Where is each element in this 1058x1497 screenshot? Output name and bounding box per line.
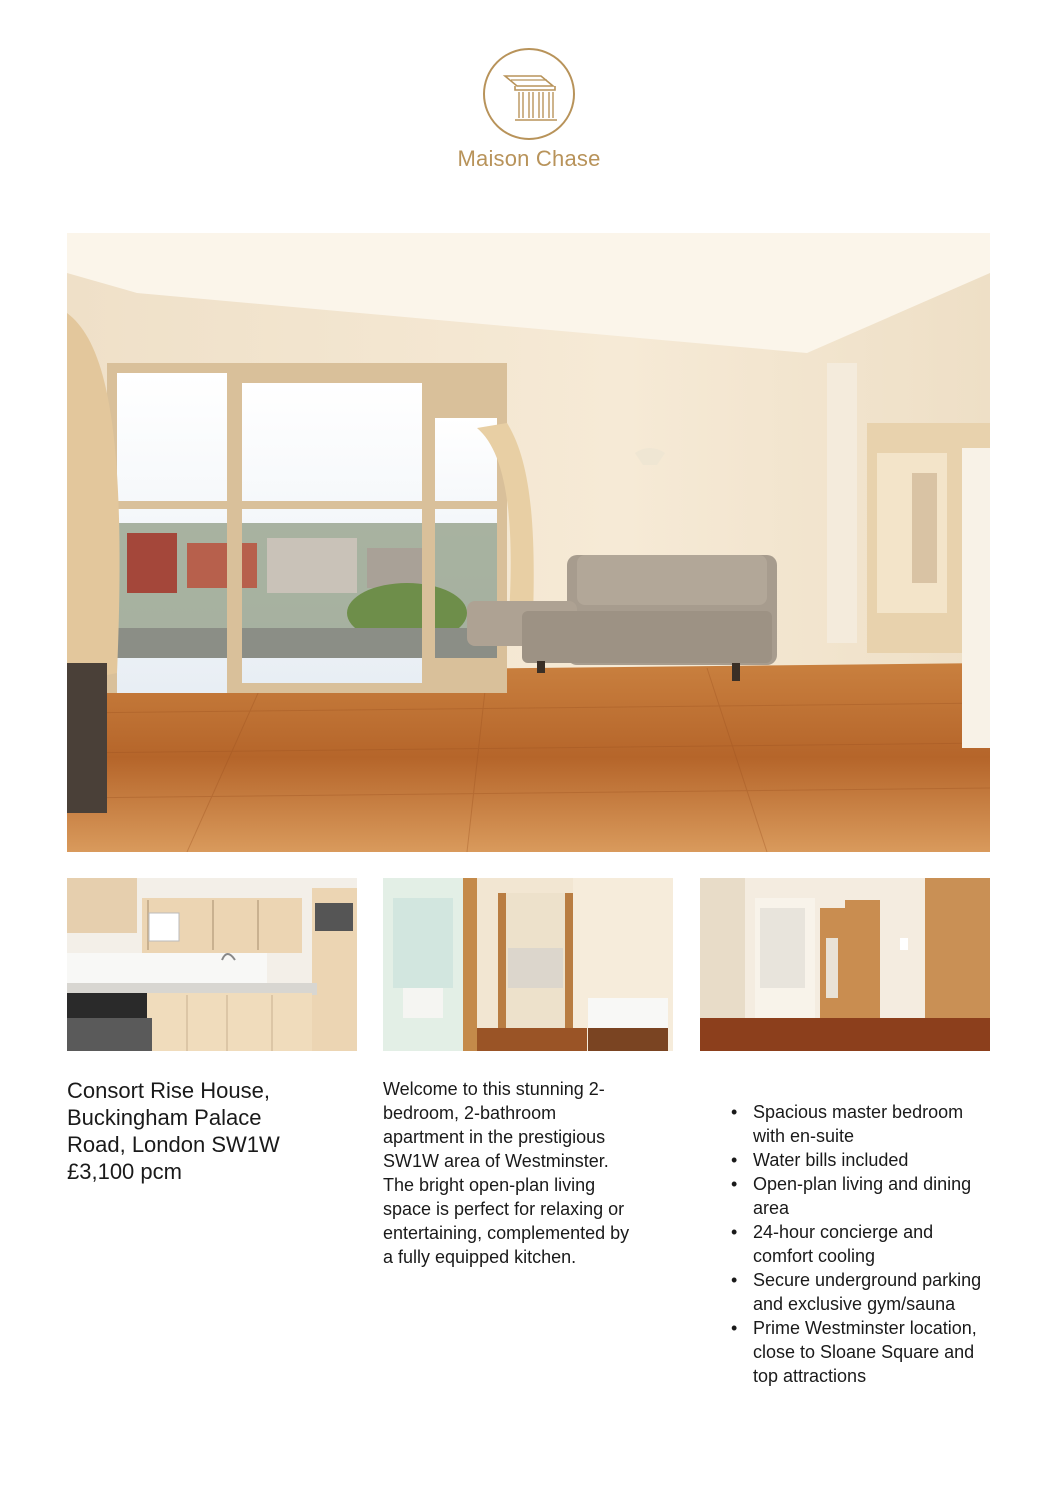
address-line: Buckingham Palace [67,1105,262,1130]
description-line: a fully equipped kitchen. [383,1247,577,1267]
description-line: entertaining, complemented by [383,1223,630,1243]
feature-list [728,1100,998,1388]
listing-price: £3,100 pcm [67,1159,182,1184]
thumb-photo-hallway [700,878,990,1051]
columns-emblem-icon [481,46,577,142]
brand-logo [0,46,1058,172]
feature-item: • Spacious master bedroom with en-suite [728,1100,998,1148]
address-line: Road, London SW1W [67,1132,280,1157]
brand-name: Maison Chase [457,146,601,171]
feature-item: • Prime Westminster location, close to Sloane Square and top attractions [728,1316,998,1388]
thumb-photo-bathroom-bedroom [383,878,673,1051]
feature-item: • 24-hour concierge and comfort cooling [728,1220,998,1268]
description-line: Welcome to this stunning 2- [383,1079,605,1099]
listing-description [383,1077,678,1269]
hero-photo-living-room [67,233,990,852]
listing-address-block [67,1077,347,1185]
feature-item: • Open-plan living and dining area [728,1172,998,1220]
description-line: The bright open-plan living [383,1175,596,1195]
description-line: SW1W area of Westminster. [383,1151,609,1171]
description-line: bedroom, 2-bathroom [383,1103,557,1123]
description-line: space is perfect for relaxing or [383,1199,625,1219]
feature-item: • Water bills included [728,1148,998,1172]
address-line: Consort Rise House, [67,1078,270,1103]
feature-item: • Secure underground parking and exclusive gym/sauna [728,1268,998,1316]
description-line: apartment in the prestigious [383,1127,606,1147]
thumb-photo-kitchen [67,878,357,1051]
